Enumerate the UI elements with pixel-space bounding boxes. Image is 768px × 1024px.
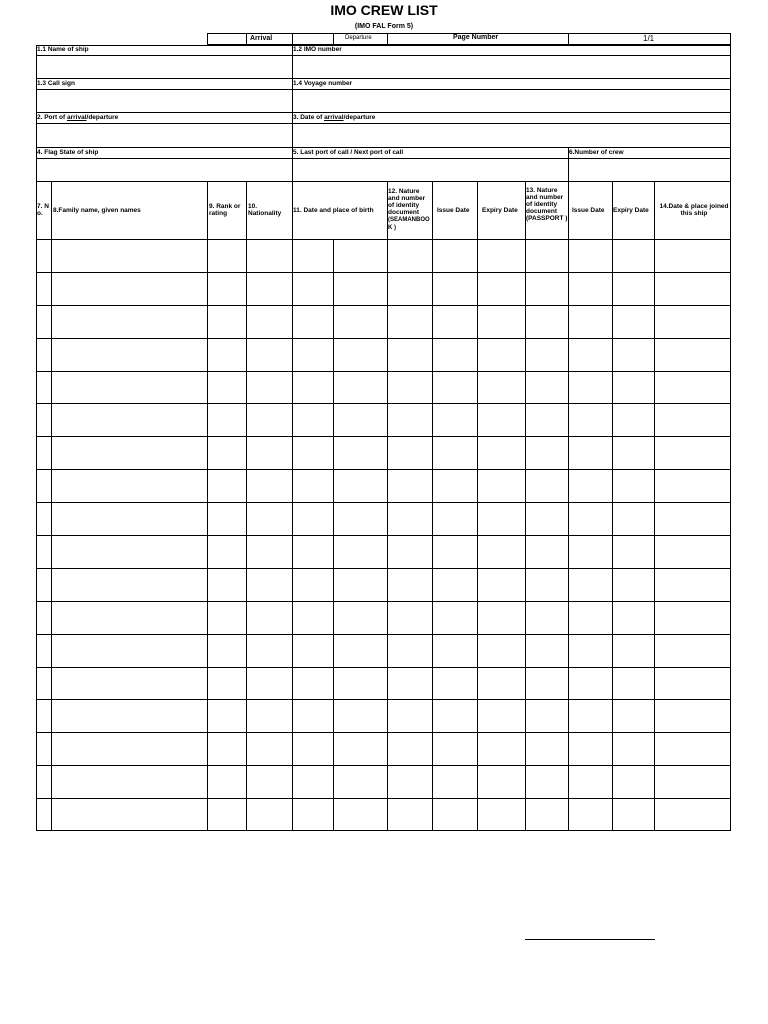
col-no: 7. No. bbox=[37, 203, 49, 217]
table-row bbox=[36, 798, 731, 799]
page-number-value: 1/1 bbox=[643, 34, 655, 43]
form-subtitle: (IMO FAL Form 5) bbox=[354, 23, 414, 30]
imo-number-label: 1.2 IMO number bbox=[293, 46, 342, 53]
name-of-ship-label: 1.1 Name of ship bbox=[37, 46, 89, 53]
form-title: IMO CREW LIST bbox=[330, 2, 438, 18]
col-issue-date-1: Issue Date bbox=[437, 207, 470, 214]
table-row bbox=[36, 667, 731, 668]
table-row bbox=[36, 272, 731, 273]
table-row bbox=[36, 601, 731, 602]
signature-line bbox=[525, 939, 655, 940]
table-row bbox=[36, 568, 731, 569]
table-row bbox=[36, 699, 731, 700]
arrival-label: Arrival bbox=[250, 35, 273, 42]
page-number-label: Page Number bbox=[453, 34, 499, 41]
col-joined: 14.Date & place joined this ship bbox=[659, 203, 729, 217]
flag-state-label: 4. Flag State of ship bbox=[37, 149, 99, 156]
ship-details-block bbox=[36, 45, 731, 182]
call-sign-label: 1.3 Call sign bbox=[37, 80, 75, 87]
date-label: 3. Date of arrival/departure bbox=[293, 114, 376, 121]
col-issue-date-2: Issue Date bbox=[572, 207, 605, 214]
table-row bbox=[36, 732, 731, 733]
port-label: 2. Port of arrival/departure bbox=[37, 114, 119, 121]
table-row bbox=[36, 436, 731, 437]
table-row bbox=[36, 403, 731, 404]
col-expiry-date-2: Expiry Date bbox=[613, 207, 649, 214]
voyage-number-label: 1.4 Voyage number bbox=[293, 80, 353, 87]
table-row bbox=[36, 338, 731, 339]
col-birth: 11. Date and place of birth bbox=[293, 207, 374, 214]
crew-table bbox=[36, 181, 731, 831]
last-next-port-label: 5. Last port of call / Next port of call bbox=[293, 149, 404, 156]
table-row bbox=[36, 502, 731, 503]
col-name: 8.Family name, given names bbox=[53, 207, 141, 214]
col-id-doc: 12. Nature and number of identity document (SEAMANBOOK ) bbox=[388, 188, 430, 231]
col-passport: 13. Nature and number of identity document (PASSPORT ) bbox=[526, 187, 568, 222]
col-nationality: 10. Nationality bbox=[248, 203, 282, 217]
departure-label: Departure bbox=[345, 35, 372, 41]
table-row bbox=[36, 535, 731, 536]
col-expiry-date-1: Expiry Date bbox=[482, 207, 518, 214]
table-row bbox=[36, 305, 731, 306]
col-rank: 9. Rank or rating bbox=[209, 203, 241, 217]
table-row bbox=[36, 469, 731, 470]
number-of-crew-label: 6.Number of crew bbox=[569, 149, 624, 156]
table-row bbox=[36, 765, 731, 766]
table-row bbox=[36, 634, 731, 635]
table-row bbox=[36, 371, 731, 372]
